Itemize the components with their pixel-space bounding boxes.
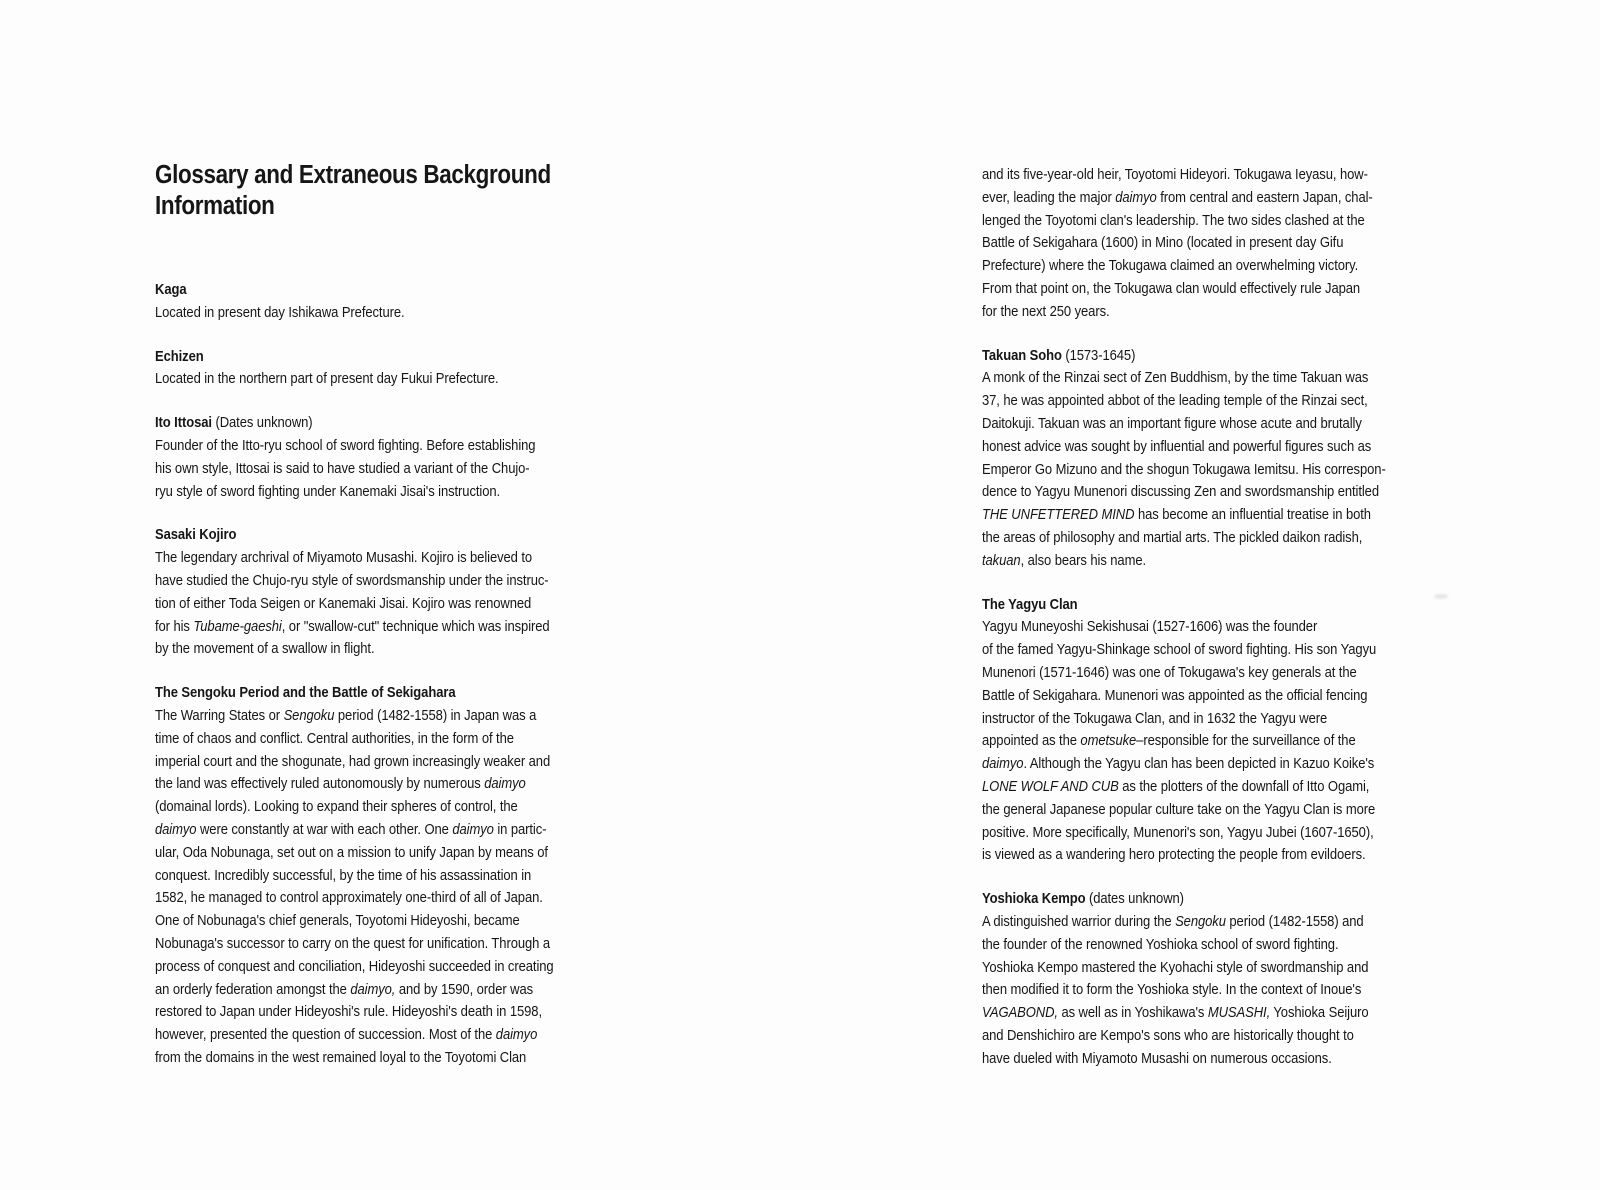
glossary-entry	[155, 279, 648, 325]
glossary-entry	[982, 164, 1475, 324]
glossary-entry	[982, 888, 1475, 1070]
entry-body: Founder of the Itto-ryu school of sword fighting. Before establishing his own style, Ittosai is said to have studied a variant of the Chujo- ryu style of sword fighting under Kanemaki Jisai's instruction.	[155, 437, 536, 500]
entry-heading: Yoshioka Kempo (dates unknown)	[982, 891, 1184, 908]
glossary-entry	[155, 346, 648, 392]
glossary-entry	[982, 594, 1475, 868]
right-entries	[982, 164, 1475, 1070]
entry-body: Located in present day Ishikawa Prefecture.	[155, 304, 405, 321]
scan-artifact	[1434, 594, 1448, 599]
entry-body: A distinguished warrior during the Sengoku period (1482-1558) and the founder of the renowned Yoshioka school of sword fighting. Yoshioka Kempo mastered the Kyohachi style of swordmanship and then modified it to form the Yoshioka style. In the context of Inoue's VAGABOND, as well as in Yoshikawa's MUSASHI, Yoshioka Seijuro and Denshichiro are Kempo's sons who are historically thought to have dueled with Miyamoto Musashi on numerous occasions.	[982, 913, 1369, 1067]
entry-body: The legendary archrival of Miyamoto Musashi. Kojiro is believed to have studied the Chujo-ryu style of swordsmanship under the instruc- tion of either Toda Seigen or Kanemaki Jisai. Kojiro was renowned for his Tubame-gaeshi, or "swallow-cut" technique which was inspired by the movement of a swallow in flight.	[155, 550, 550, 658]
entry-body: A monk of the Rinzai sect of Zen Buddhism, by the time Takuan was 37, he was appointed abbot of the leading temple of the Rinzai sect, Daitokuji. Takuan was an important figure whose acute and brutally honest advice was sought by influential and powerful figures such as Emperor Go Mizuno and the shogun Tokugawa Iemitsu. His correspon- dence to Yagyu Munenori discussing Zen and swordsmanship entitled THE UNFETTERED MIND has become an influential treatise in both the areas of philosophy and martial arts. The pickled daikon radish, takuan, also bears his name.	[982, 370, 1386, 569]
entry-heading: Echizen	[155, 348, 204, 365]
entry-heading: Kaga	[155, 282, 187, 298]
left-entries	[155, 279, 648, 1070]
glossary-entry	[155, 412, 648, 503]
entry-body: The Warring States or Sengoku period (1482-1558) in Japan was a time of chaos and conflict. Central authorities, in the form of the imperial court and the shogunate, had grown increasingly weaker and the land was effectively ruled autonomously by numerous daimyo (domainal lords). Looking to expand their spheres of control, the daimyo were constantly at war with each other. One daimyo in partic- ular, Oda Nobunaga, set out on a mission to unify Japan by means of conquest. Incredibly successful, by the time of his assassination in 1582, he managed to control approximately one-third of all of Japan. One of Nobunaga's chief generals, Toyotomi Hideyoshi, became Nobunaga's successor to carry on the quest for unification. Through a process of conquest and conciliation, Hideyoshi succeeded in creating an orderly federation amongst the daimyo, and by 1590, order was restored to Japan under Hideyoshi's rule. Hideyoshi's death in 1598, however, presented the question of succession. Most of the daimyo from the domains in the west remained loyal to the Toyotomi Clan	[155, 707, 554, 1066]
entry-heading: Ito Ittosai (Dates unknown)	[155, 415, 313, 432]
entry-body: and its five-year-old heir, Toyotomi Hideyori. Tokugawa Ieyasu, how- ever, leading the major daimyo from central and eastern Japan, chal- lenged the Toyotomi clan's leadership. The two sides clashed at the Battle of Sekigahara (1600) in Mino (located in present day Gifu Prefecture) where the Tokugawa claimed an overwhelming victory. From that point on, the Tokugawa clan would effectively rule Japan for the next 250 years.	[982, 167, 1373, 320]
page-title	[155, 160, 648, 222]
entry-body: Yagyu Muneyoshi Sekishusai (1527-1606) was the founder of the famed Yagyu-Shinkage school of sword fighting. His son Yagyu Munenori (1571-1646) was one of Tokugawa's key generals at the Battle of Sekigahara. Munenori was appointed as the official fencing instructor of the Tokugawa Clan, and in 1632 the Yagyu were appointed as the ometsuke–responsible for the surveillance of the daimyo. Although the Yagyu clan has been depicted in Kazuo Koike's LONE WOLF AND CUB as the plotters of the downfall of Itto Ogami, the general Japanese popular culture take on the Yagyu Clan is more positive. More specifically, Munenori's son, Yagyu Jubei (1607-1650), is viewed as a wandering hero protecting the people from evildoers.	[982, 619, 1377, 864]
glossary-entry	[155, 524, 648, 661]
right-column	[982, 164, 1475, 1091]
glossary-entry	[982, 345, 1475, 573]
entry-body: Located in the northern part of present day Fukui Prefecture.	[155, 371, 499, 388]
entry-heading: Takuan Soho (1573-1645)	[982, 347, 1136, 364]
entry-heading: Sasaki Kojiro	[155, 527, 237, 544]
entry-heading: The Yagyu Clan	[982, 596, 1078, 613]
glossary-entry	[155, 682, 648, 1070]
entry-heading: The Sengoku Period and the Battle of Sekigahara	[155, 685, 456, 702]
page-title-line-1: Glossary and Extraneous Background	[155, 161, 551, 189]
left-column	[155, 160, 648, 1091]
page-title-line-2: Information	[155, 192, 275, 220]
